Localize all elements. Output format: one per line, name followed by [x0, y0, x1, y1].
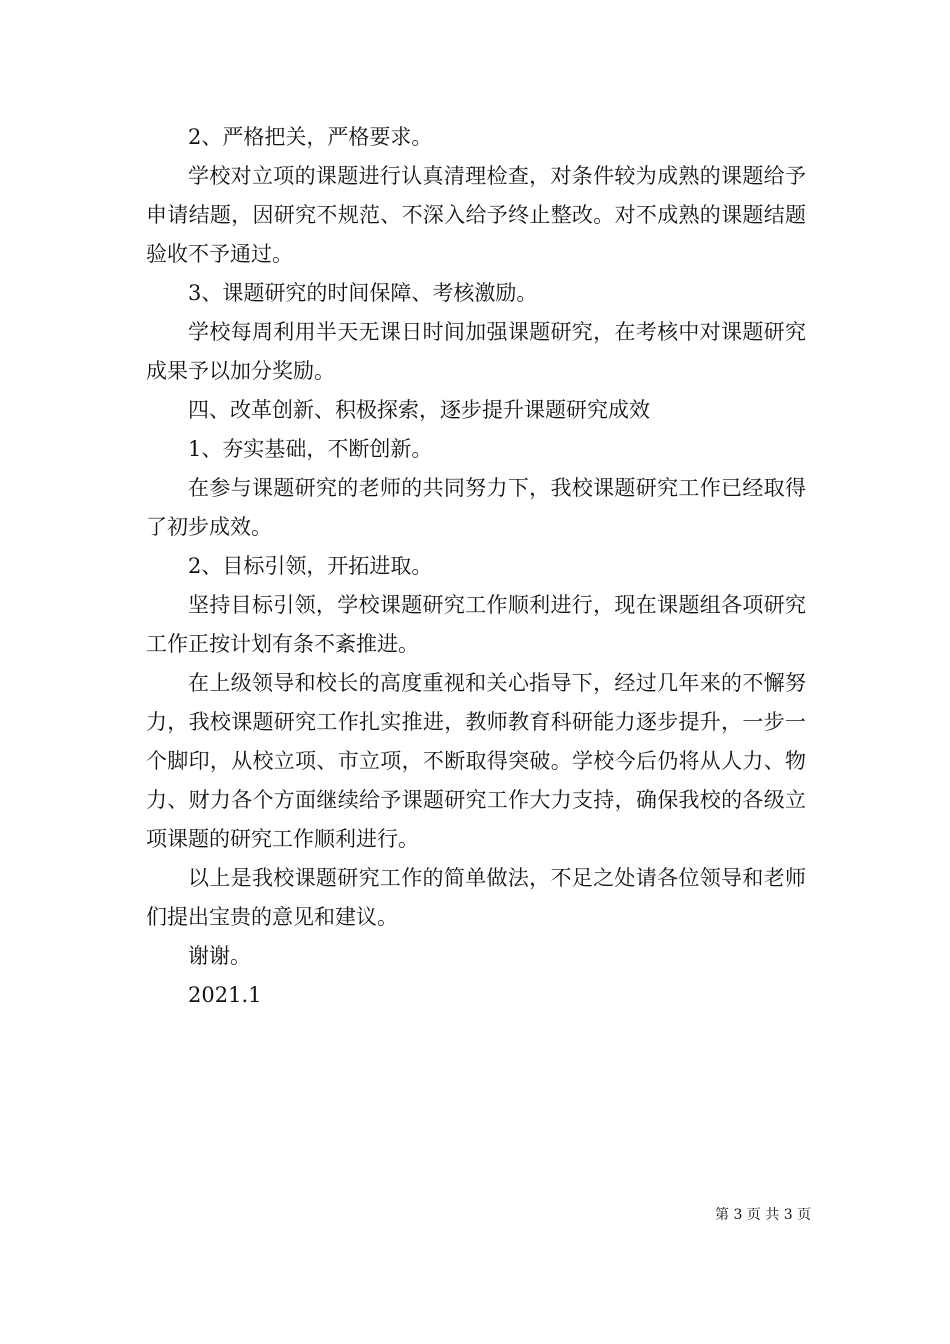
paragraph-4: 学校每周利用半天无课日时间加强课题研究，在考核中对课题研究成果予以加分奖励。 — [146, 320, 806, 383]
document-body — [146, 118, 806, 1015]
paragraph-2: 学校对立项的课题进行认真清理检查，对条件较为成熟的课题给予申请结题，因研究不规范、不深入给予终止整改。对不成熟的课题结题验收不予通过。 — [146, 164, 806, 266]
paragraph-3: 3、课题研究的时间保障、考核激励。 — [188, 281, 538, 305]
paragraph-7: 2、目标引领，开拓进取。 — [188, 554, 433, 578]
paragraph-8: 坚持目标引领，学校课题研究工作顺利进行，现在课题组各项研究工作正按计划有条不紊推进。 — [146, 593, 806, 656]
paragraph-9: 在上级领导和校长的高度重视和关心指导下，经过几年来的不懈努力，我校课题研究工作扎实推进，教师教育科研能力逐步提升，一步一个脚印，从校立项、市立项，不断取得突破。学校今后仍将从人力、物力、财力各个方面继续给予课题研究工作大力支持，确保我校的各级立项课题的研究工作顺利进行。 — [146, 671, 806, 851]
paragraph-10: 以上是我校课题研究工作的简单做法，不足之处请各位领导和老师们提出宝贵的意见和建议。 — [146, 866, 806, 929]
date-line: 2021.1 — [188, 983, 262, 1007]
page-number-footer: 第 3 页 共 3 页 — [715, 1207, 812, 1223]
paragraph-5: 1、夯实基础，不断创新。 — [188, 437, 433, 461]
thanks-line: 谢谢。 — [188, 944, 251, 968]
paragraph-6: 在参与课题研究的老师的共同努力下，我校课题研究工作已经取得了初步成效。 — [146, 476, 806, 539]
section-heading-4: 四、改革创新、积极探索，逐步提升课题研究成效 — [188, 398, 650, 422]
paragraph-1: 2、严格把关，严格要求。 — [188, 125, 433, 149]
